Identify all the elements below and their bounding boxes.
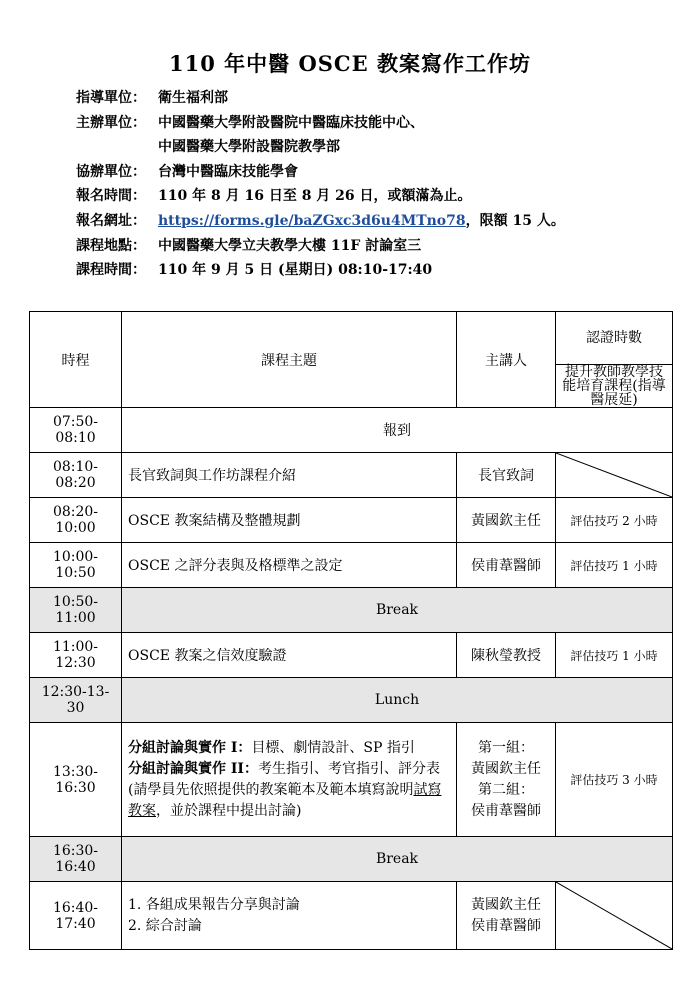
topic-cell: OSCE 之評分表與及格標準之設定 bbox=[122, 543, 457, 588]
topic-note-1: (請學員先依照提供的教案範本及範本填寫說明 bbox=[128, 781, 414, 798]
full-cell: Lunch bbox=[122, 678, 673, 723]
co-label: 協辦單位： bbox=[76, 163, 146, 180]
date-value: 110 年 9 月 5 日 (星期日) 08:10-17:40 bbox=[158, 262, 433, 279]
speaker-cell bbox=[457, 882, 556, 950]
topic-line: 1. 各組成果報告分享與討論 bbox=[128, 896, 300, 913]
topic-part-1-text: 目標、劇情設計、SP 指引 bbox=[251, 739, 415, 756]
time-cell: 08:10-08:20 bbox=[30, 453, 122, 498]
speaker-cell: 侯甫葦醫師 bbox=[457, 543, 556, 588]
topic-part-2-text: 考生指引、考官指引、評分表 bbox=[257, 760, 440, 777]
topic-line: 2. 綜合討論 bbox=[128, 917, 202, 934]
full-cell: Break bbox=[122, 588, 673, 633]
page-title: 110 年中醫 OSCE 教案寫作工作坊 bbox=[169, 51, 531, 76]
table-row bbox=[30, 498, 673, 543]
credit-cell: 評估技巧 3 小時 bbox=[556, 723, 673, 837]
host-row bbox=[76, 111, 565, 136]
empty-credit-cell bbox=[556, 882, 673, 950]
topic-cell: 長官致詞與工作坊課程介紹 bbox=[122, 453, 457, 498]
speaker-line: 黃國欽主任 bbox=[471, 760, 541, 777]
speaker-cell: 黃國欽主任 bbox=[457, 498, 556, 543]
co-value: 台灣中醫臨床技能學會 bbox=[158, 163, 298, 180]
table-row bbox=[30, 837, 673, 882]
host-label: 主辦單位： bbox=[76, 114, 146, 131]
diagonal-line bbox=[556, 453, 672, 497]
reg-url-suffix: ，限額 15 人。 bbox=[465, 212, 565, 229]
speaker-line: 黃國欽主任 bbox=[471, 896, 541, 913]
header-credit: 認證時數 bbox=[556, 312, 673, 365]
table-row bbox=[30, 453, 673, 498]
topic-part-1-title: 分組討論與實作 I： bbox=[128, 739, 252, 756]
time-cell: 12:30-13-30 bbox=[30, 678, 122, 723]
header-row bbox=[30, 312, 673, 365]
credit-cell: 評估技巧 1 小時 bbox=[556, 633, 673, 678]
reg-url-label: 報名網址： bbox=[76, 212, 146, 229]
table-row bbox=[30, 408, 673, 453]
speaker-cell: 陳秋瑩教授 bbox=[457, 633, 556, 678]
speaker-line: 侯甫葦醫師 bbox=[471, 802, 541, 819]
reg-url-row bbox=[76, 209, 565, 234]
table-row bbox=[30, 678, 673, 723]
time-cell: 08:20-10:00 bbox=[30, 498, 122, 543]
time-cell: 07:50-08:10 bbox=[30, 408, 122, 453]
topic-note-2: 試寫教案 bbox=[128, 781, 442, 819]
time-cell: 16:30-16:40 bbox=[30, 837, 122, 882]
header-credit-sub: 提升教師教學技能培育課程(指導醫展延) bbox=[556, 365, 673, 408]
guide-label: 指導單位： bbox=[76, 90, 146, 106]
table-row bbox=[30, 723, 673, 837]
place-value: 中國醫藥大學立夫教學大樓 11F 討論室三 bbox=[158, 237, 422, 254]
date-label: 課程時間： bbox=[76, 262, 146, 279]
topic-cell: OSCE 教案之信效度驗證 bbox=[122, 633, 457, 678]
header-speaker: 主講人 bbox=[457, 312, 556, 408]
time-cell: 13:30-16:30 bbox=[30, 723, 122, 837]
schedule-table bbox=[29, 311, 673, 950]
table-row bbox=[30, 588, 673, 633]
speaker-line: 侯甫葦醫師 bbox=[471, 917, 541, 934]
reg-url-link[interactable]: https://forms.gle/baZGxc3d6u4MTno78 bbox=[158, 212, 466, 229]
table-row bbox=[30, 543, 673, 588]
speaker-line: 第一組： bbox=[478, 739, 534, 756]
co-row bbox=[76, 160, 565, 185]
host-value-2: 中國醫藥大學附設醫院教學部 bbox=[158, 139, 340, 156]
full-cell: Break bbox=[122, 837, 673, 882]
speaker-line: 第二組： bbox=[478, 781, 534, 798]
event-info bbox=[76, 86, 565, 283]
reg-time-label: 報名時間： bbox=[76, 188, 146, 205]
topic-note-3: ，並於課程中提出討論) bbox=[156, 802, 302, 819]
place-label: 課程地點： bbox=[76, 237, 146, 254]
host-row-2 bbox=[76, 135, 565, 160]
topic-cell bbox=[122, 882, 457, 950]
time-cell: 10:50-11:00 bbox=[30, 588, 122, 633]
full-cell: 報到 bbox=[122, 408, 673, 453]
time-cell: 16:40-17:40 bbox=[30, 882, 122, 950]
reg-time-row bbox=[76, 184, 565, 209]
header-time: 時程 bbox=[30, 312, 122, 408]
host-value-1: 中國醫藥大學附設醫院中醫臨床技能中心、 bbox=[158, 114, 424, 131]
place-row bbox=[76, 234, 565, 259]
guide-value: 衛生福利部 bbox=[158, 90, 228, 106]
date-row bbox=[76, 258, 565, 283]
speaker-cell bbox=[457, 723, 556, 837]
table-row bbox=[30, 633, 673, 678]
empty-credit-cell bbox=[556, 453, 673, 498]
header-topic: 課程主題 bbox=[122, 312, 457, 408]
time-cell: 10:00-10:50 bbox=[30, 543, 122, 588]
table-row bbox=[30, 882, 673, 950]
reg-time-value: 110 年 8 月 16 日至 8 月 26 日，或額滿為止。 bbox=[158, 188, 472, 205]
time-cell: 11:00-12:30 bbox=[30, 633, 122, 678]
diagonal-line bbox=[556, 882, 672, 949]
topic-part-2-title: 分組討論與實作 II： bbox=[128, 760, 258, 777]
topic-cell bbox=[122, 723, 457, 837]
guide-row bbox=[76, 86, 565, 111]
credit-cell: 評估技巧 2 小時 bbox=[556, 498, 673, 543]
credit-cell: 評估技巧 1 小時 bbox=[556, 543, 673, 588]
topic-cell: OSCE 教案結構及整體規劃 bbox=[122, 498, 457, 543]
speaker-cell: 長官致詞 bbox=[457, 453, 556, 498]
